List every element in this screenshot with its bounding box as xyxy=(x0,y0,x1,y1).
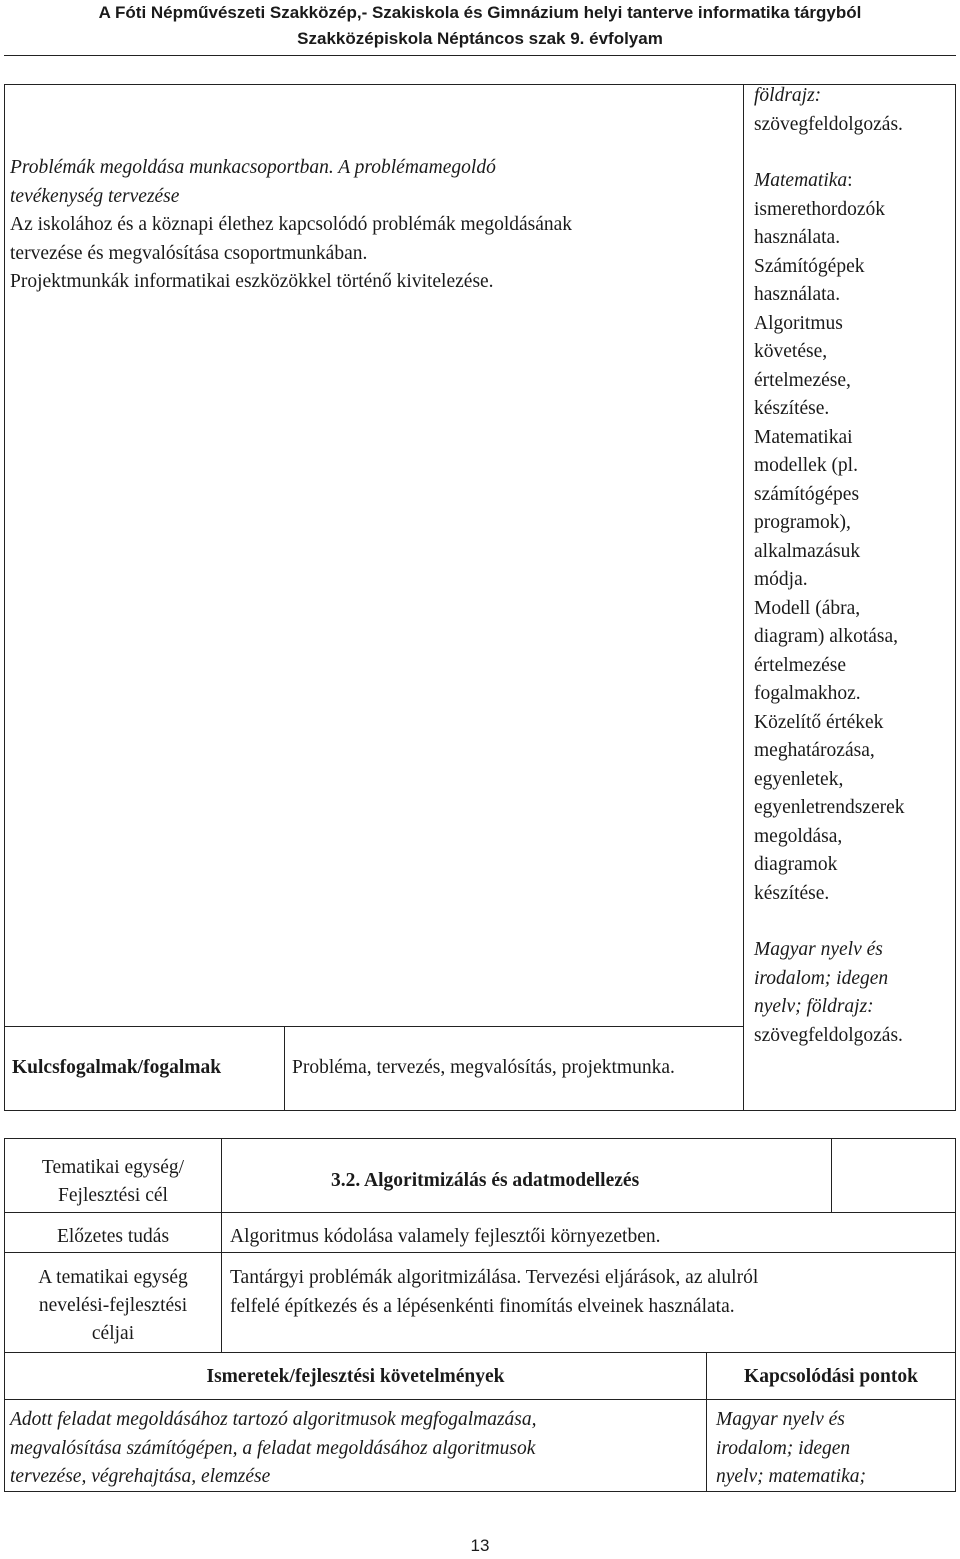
conn-b-line: értelmezése xyxy=(754,654,847,676)
conn-b-line: egyenletrendszerek xyxy=(754,797,905,818)
conn-b-label: Matematika xyxy=(754,170,848,191)
goals-value xyxy=(230,1264,758,1321)
unit-label-line-1: Tematikai egység/ xyxy=(41,1157,185,1178)
conn-b-colon: : xyxy=(847,170,853,191)
content-line-2: tervezése és megvalósítása csoportmunkában. xyxy=(10,242,368,264)
conn-b-line: készítése. xyxy=(754,398,830,419)
connections-text-2 xyxy=(716,1406,866,1492)
req-line-2: megvalósítása számítógépen, a feladat megoldásához algoritmusok xyxy=(10,1437,536,1459)
prior-label: Előzetes tudás xyxy=(56,1226,170,1247)
conn-b-line: Számítógépek xyxy=(754,255,865,277)
key-concepts-label: Kulcsfogalmak/fogalmak xyxy=(12,1057,222,1078)
conn-b-line: alkalmazásuk xyxy=(754,540,861,562)
goals-value-line-2: felfelé építkezés és a lépésenkénti finomítás elveinek használata. xyxy=(230,1295,735,1317)
unit-label xyxy=(4,1154,222,1210)
page-number: 13 xyxy=(470,1536,490,1555)
req-line-3: tervezése, végrehajtása, elemzése xyxy=(10,1466,271,1487)
unit-empty-cell xyxy=(831,1138,956,1213)
curriculum-table-top xyxy=(4,84,956,1111)
conn-b-line: Modell (ábra, xyxy=(754,597,861,619)
document-header xyxy=(0,0,960,52)
content-line-1: Az iskolához és a köznapi élethez kapcsolódó problémák megoldásának xyxy=(10,214,573,235)
requirements-header: Ismeretek/fejlesztési követelmények xyxy=(206,1366,505,1387)
goals-label-line-2: nevelési-fejlesztési xyxy=(38,1295,188,1316)
conn-b-line: Algoritmus xyxy=(754,312,843,334)
content-line-3: Projektmunkák informatikai eszközökkel történő kivitelezése. xyxy=(10,271,494,292)
header-line-2: Szakközépiskola Néptáncos szak 9. évfolyam xyxy=(297,29,663,48)
goals-label xyxy=(4,1264,222,1348)
conn-a1: földrajz: xyxy=(754,85,822,106)
goals-label-line-3: céljai xyxy=(91,1323,135,1344)
conn2-line-2: irodalom; idegen xyxy=(716,1437,851,1459)
conn-b-line: programok), xyxy=(754,512,851,533)
conn2-line-1: Magyar nyelv és xyxy=(716,1409,845,1430)
conn-b-line: fogalmakhoz. xyxy=(754,683,861,704)
conn-b-line: megoldása, xyxy=(754,825,843,847)
conn-b-line: értelmezése, xyxy=(754,369,851,391)
key-concepts-value: Probléma, tervezés, megvalósítás, projektmunka. xyxy=(292,1057,675,1078)
conn-b-line: követése, xyxy=(754,341,828,362)
conn-b-heading xyxy=(754,167,956,196)
conn-a2: szövegfeldolgozás. xyxy=(754,113,903,135)
requirements-text xyxy=(10,1406,537,1492)
req-line-1: Adott feladat megoldásához tartozó algoritmusok megfogalmazása, xyxy=(10,1409,537,1430)
conn-b-line: egyenletek, xyxy=(754,768,844,790)
conn-b-line: használata. xyxy=(754,227,841,248)
header-line-1: A Fóti Népművészeti Szakközép,- Szakiskola és Gimnázium helyi tanterve informatika tárgyból xyxy=(98,3,862,22)
connections-text xyxy=(754,82,956,1050)
conn-c-line: irodalom; idegen xyxy=(754,967,889,989)
curriculum-table-unit xyxy=(4,1138,956,1492)
content-text xyxy=(10,154,738,297)
conn-b-line: használata. xyxy=(754,284,841,305)
conn-b-line: diagram) alkotása, xyxy=(754,626,899,647)
conn-c-last: szövegfeldolgozás. xyxy=(754,1024,903,1046)
conn2-line-3: nyelv; matematika; xyxy=(716,1466,866,1487)
content-heading-2: tevékenység tervezése xyxy=(10,185,180,207)
unit-label-line-2: Fejlesztési cél xyxy=(58,1185,168,1206)
goals-label-line-1: A tematikai egység xyxy=(38,1267,188,1288)
conn-b-line: ismerethordozók xyxy=(754,198,886,220)
connections-header: Kapcsolódási pontok xyxy=(744,1366,918,1387)
conn-b-line: Közelítő értékek xyxy=(754,711,884,733)
conn-c-list xyxy=(754,936,956,1022)
header-row-divider xyxy=(4,1399,956,1400)
conn-b-line: Matematikai xyxy=(754,426,853,448)
conn-c-line: nyelv; földrajz: xyxy=(754,996,874,1017)
conn-b-line: számítógépes xyxy=(754,483,860,505)
header-divider xyxy=(4,55,956,56)
conn-b-line: diagramok xyxy=(754,854,838,875)
content-heading-1: Problémák megoldása munkacsoportban. A problémamegoldó xyxy=(10,157,496,178)
conn-b-line: modellek (pl. xyxy=(754,455,858,476)
conn-b-list xyxy=(754,196,956,909)
conn-c-line: Magyar nyelv és xyxy=(754,939,883,960)
conn-b-line: meghatározása, xyxy=(754,740,875,761)
conn-b-line: módja. xyxy=(754,569,808,590)
conn-b-line: készítése. xyxy=(754,882,830,904)
unit-title: 3.2. Algoritmizálás és adatmodellezés xyxy=(331,1170,640,1191)
goals-value-line-1: Tantárgyi problémák algoritmizálása. Tervezési eljárások, az alulról xyxy=(230,1267,759,1288)
prior-value: Algoritmus kódolása valamely fejlesztői környezetben. xyxy=(230,1226,661,1247)
